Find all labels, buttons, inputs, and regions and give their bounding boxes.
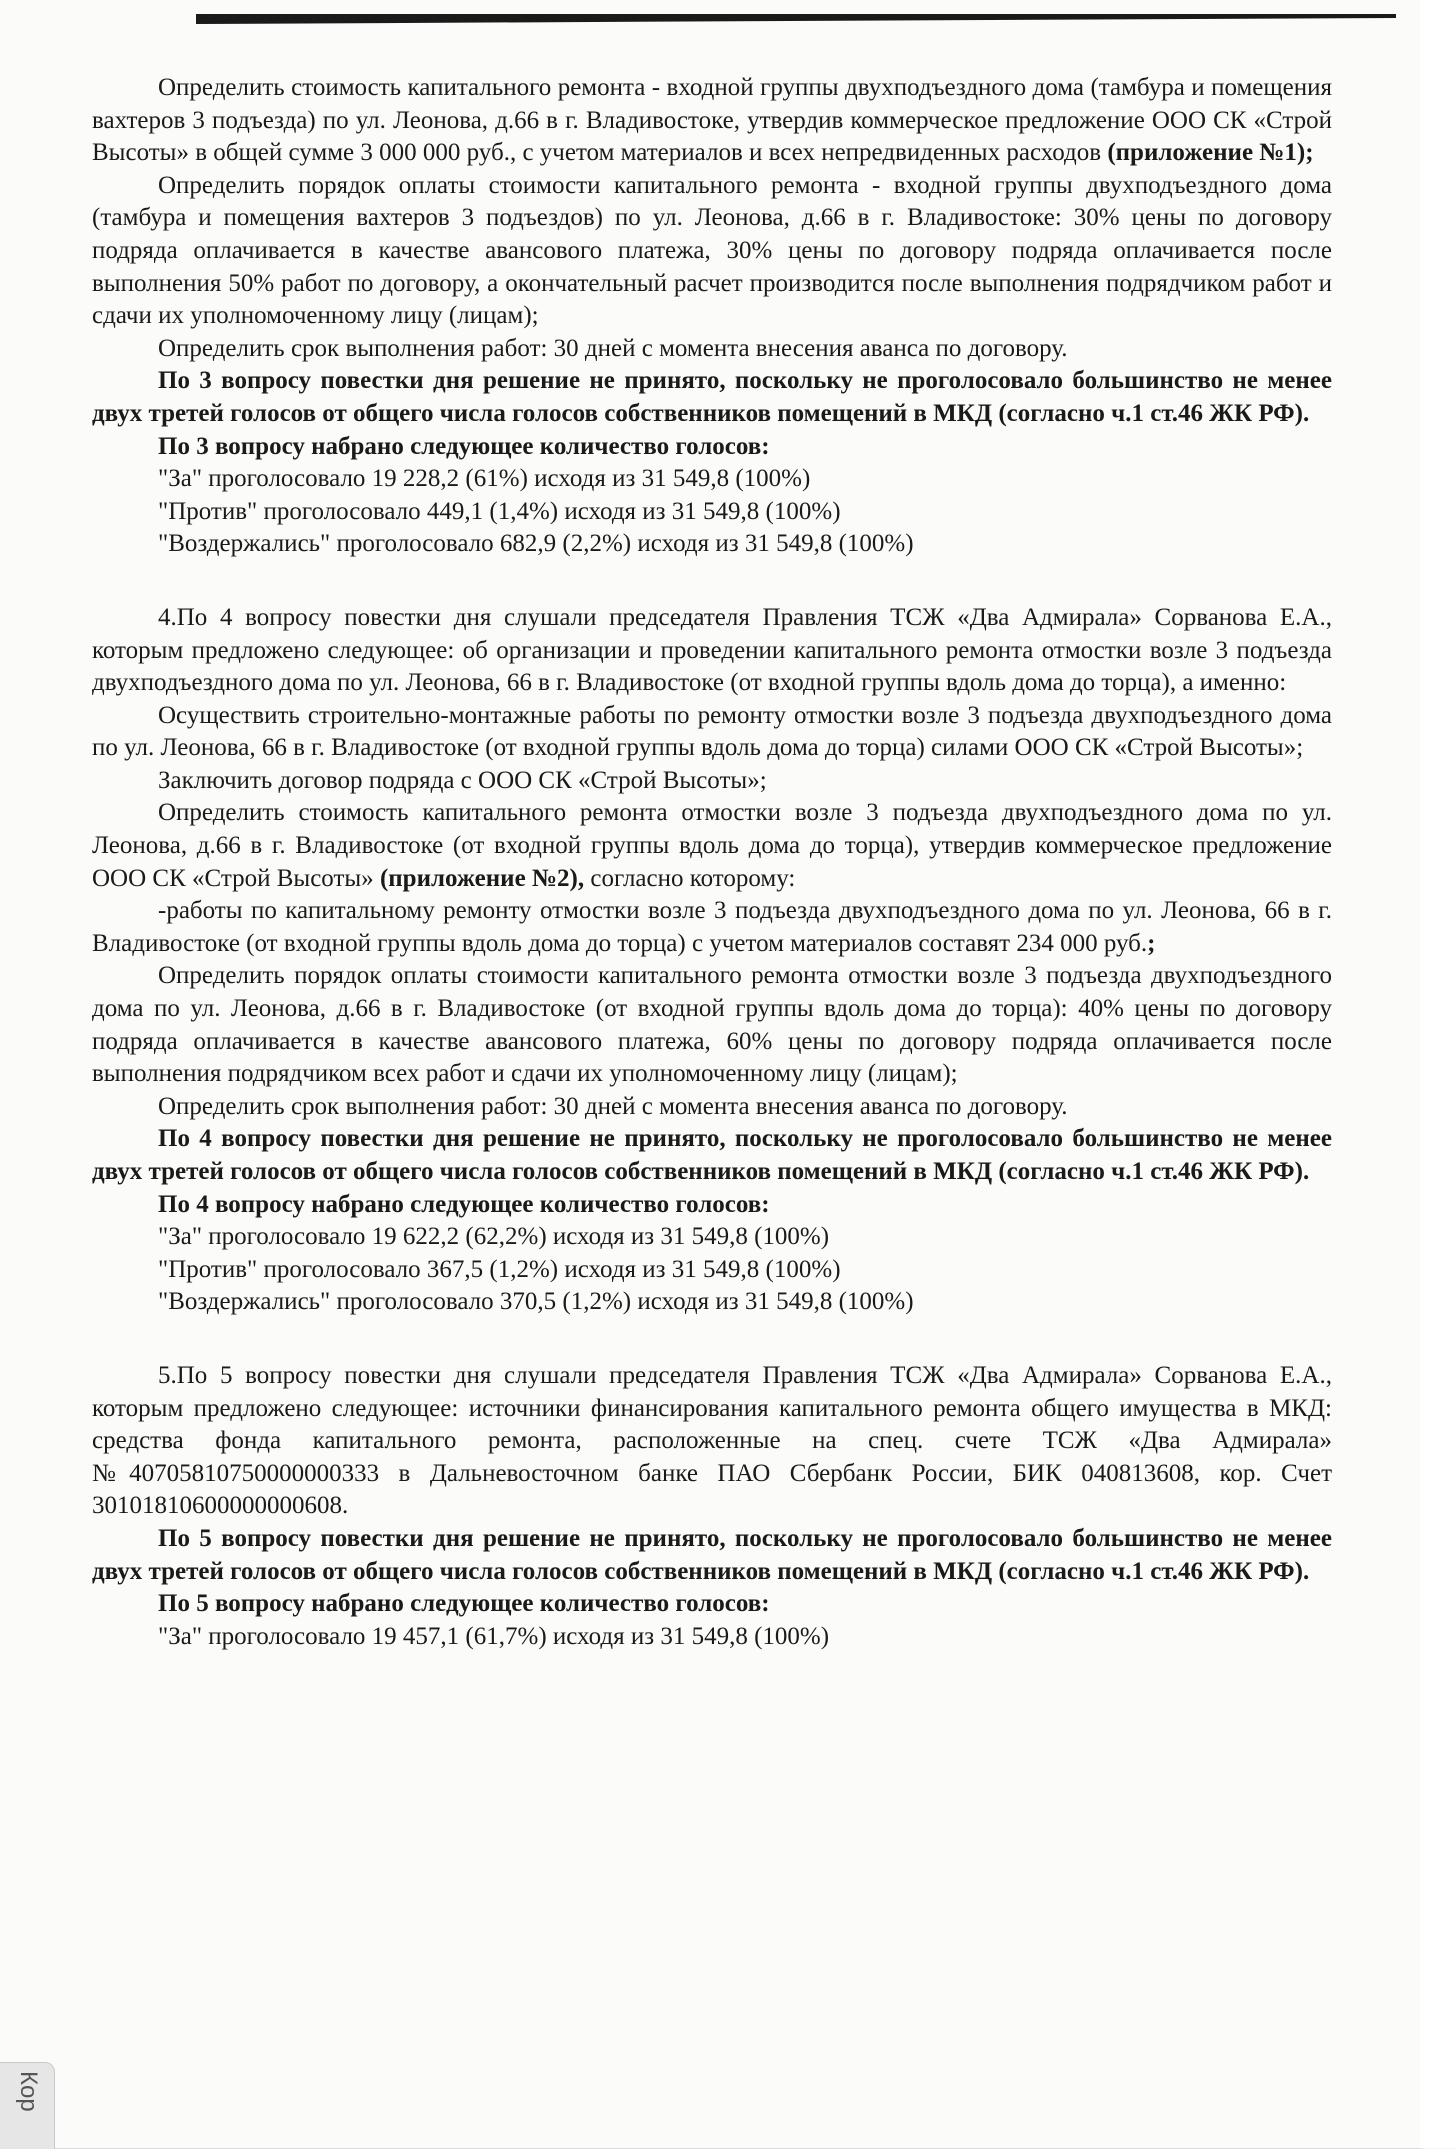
s3-vote-against: "Против" проголосовало 449,1 (1,4%) исходя из 31 549,8 (100%) [158,497,841,525]
s5-intro: 5.По 5 вопросу повестки дня слушали председателя Правления ТСЖ «Два Адмирала» Сорванова Е.А., которым предложено следующее: источники финансирования капитального ремонта общего имущества в МКД: средства фонда капитального ремонта, расположенные на спец. счете ТСЖ «Два Адмирала» №40705810750000000333 в Дальневосточном банке ПАО Сбербанк России, БИК 040813608, кор. Счет 30101810600000000608. [92,1361,1332,1520]
side-tab[interactable] [0,2062,55,2149]
document-body [92,72,1332,1653]
appendix-1-ref: (приложение №1); [1107,139,1314,167]
s4-contract-paragraph: Заключить договор подряда с ООО СК «Строй Высоты»; [158,766,767,794]
appendix-2-ref: (приложение №2), [379,864,585,892]
s4-vote-for: "За" проголосовало 19 622,2 (62,2%) исходя из 31 549,8 (100%) [158,1223,830,1251]
s4-intro: 4.По 4 вопросу повестки дня слушали председателя Правления ТСЖ «Два Адмирала» Сорванова Е.А., которым предложено следующее: об организации и проведении капитального ремонта отмостки возле 3 подъезда двухподъездного дома по ул. Леонова, 66 в г. Владивостоке (от входной группы вдоль дома до торца), а именно: [92,603,1332,697]
s4-works-paragraph: Осуществить строительно-монтажные работы по ремонту отмостки возле 3 подъезда двухподъездного дома по ул. Леонова, 66 в г. Владивостоке (от входной группы вдоль дома до торца) силами ООО СК «Строй Высоты»; [92,701,1332,762]
section-gap [92,561,1332,602]
s4-deadline-paragraph: Определить срок выполнения работ: 30 дней с момента внесения аванса по договору. [158,1092,1068,1120]
s5-vote-for: "За" проголосовало 19 457,1 (61,7%) исходя из 31 549,8 (100%) [158,1622,830,1650]
s3-vote-abstain: "Воздержались" проголосовало 682,9 (2,2%) исходя из 31 549,8 (100%) [158,530,914,558]
s3-payment-paragraph: Определить порядок оплаты стоимости капитального ремонта - входной группы двухподъездного дома (тамбура и помещения вахтеров 3 подъездов) по ул. Леонова, д.66 в г. Владивостоке: 30% цены по договору подряда оплачивается в качестве авансового платежа, 30% цены по договору подряда оплачивается после выполнения 50% работ по договору, а окончательный расчет производится после выполнения подрядчиком работ и сдачи их уполномоченному лицу (лицам); [92,171,1332,330]
s4-amount-paragraph: -работы по капитальному ремонту отмостки возле 3 подъезда двухподъездного дома по ул. Леонова, 66 в г. Владивостоке (от входной группы вдоль дома до торца) с учетом материалов составят 234 000 руб.; [92,897,1332,957]
s4-tally-heading: По 4 вопросу набрано следующее количество голосов: [158,1190,770,1218]
s4-cost-paragraph: Определить стоимость капитального ремонта отмостки возле 3 подъезда двухподъездного дома по ул. Леонова, д.66 в г. Владивостоке (от входной группы вдоль дома до торца), утвердив коммерческое предложение ООО СК «Строй Высоты» (приложение №2), согласно которому: [92,799,1332,892]
viewer-right-margin [1420,0,1456,2148]
s3-tally-heading: По 3 вопросу набрано следующее количество голосов: [158,432,770,460]
s4-decision: По 4 вопросу повестки дня решение не принято, поскольку не проголосовало большинство не менее двух третей голосов от общего числа голосов собственников помещений в МКД (согласно ч.1 ст.46 ЖК РФ). [92,1125,1332,1185]
s3-decision: По 3 вопросу повестки дня решение не принято, поскольку не проголосовало большинство не менее двух третей голосов от общего числа голосов собственников помещений в МКД (согласно ч.1 ст.46 ЖК РФ). [92,367,1332,427]
scan-top-edge [196,14,1396,24]
s3-cost-paragraph: Определить стоимость капитального ремонта - входной группы двухподъездного дома (тамбура и помещения вахтеров 3 подъезда) по ул. Леонова, д.66 в г. Владивостоке, утвердив коммерческое предложение ООО СК «Строй Высоты» в общей сумме 3 000 000 руб., с учетом материалов и всех непредвиденных расходов (приложение №1); [92,74,1332,167]
section-gap [92,1319,1332,1360]
s4-vote-abstain: "Воздержались" проголосовало 370,5 (1,2%) исходя из 31 549,8 (100%) [158,1288,914,1316]
s3-vote-for: "За" проголосовало 19 228,2 (61%) исходя из 31 549,8 (100%) [158,465,811,493]
s4-vote-against: "Против" проголосовало 367,5 (1,2%) исходя из 31 549,8 (100%) [158,1255,841,1283]
s3-deadline-paragraph: Определить срок выполнения работ: 30 дней с момента внесения аванса по договору. [158,334,1068,362]
side-tab-label: Кор [15,2071,42,2112]
s4-payment-paragraph: Определить порядок оплаты стоимости капитального ремонта отмостки возле 3 подъезда двухподъездного дома по ул. Леонова, д.66 в г. Владивостоке (от входной группы вдоль дома до торца): 40% цены по договору подряда оплачивается в качестве авансового платежа, 60% цены по договору подряда оплачивается после выполнения подрядчиком всех работ и сдачи их уполномоченному лицу (лицам); [92,962,1332,1088]
s5-tally-heading: По 5 вопросу набрано следующее количество голосов: [158,1590,770,1618]
s5-decision: По 5 вопросу повестки дня решение не принято, поскольку не проголосовало большинство не менее двух третей голосов от общего числа голосов собственников помещений в МКД (согласно ч.1 ст.46 ЖК РФ). [92,1524,1332,1585]
